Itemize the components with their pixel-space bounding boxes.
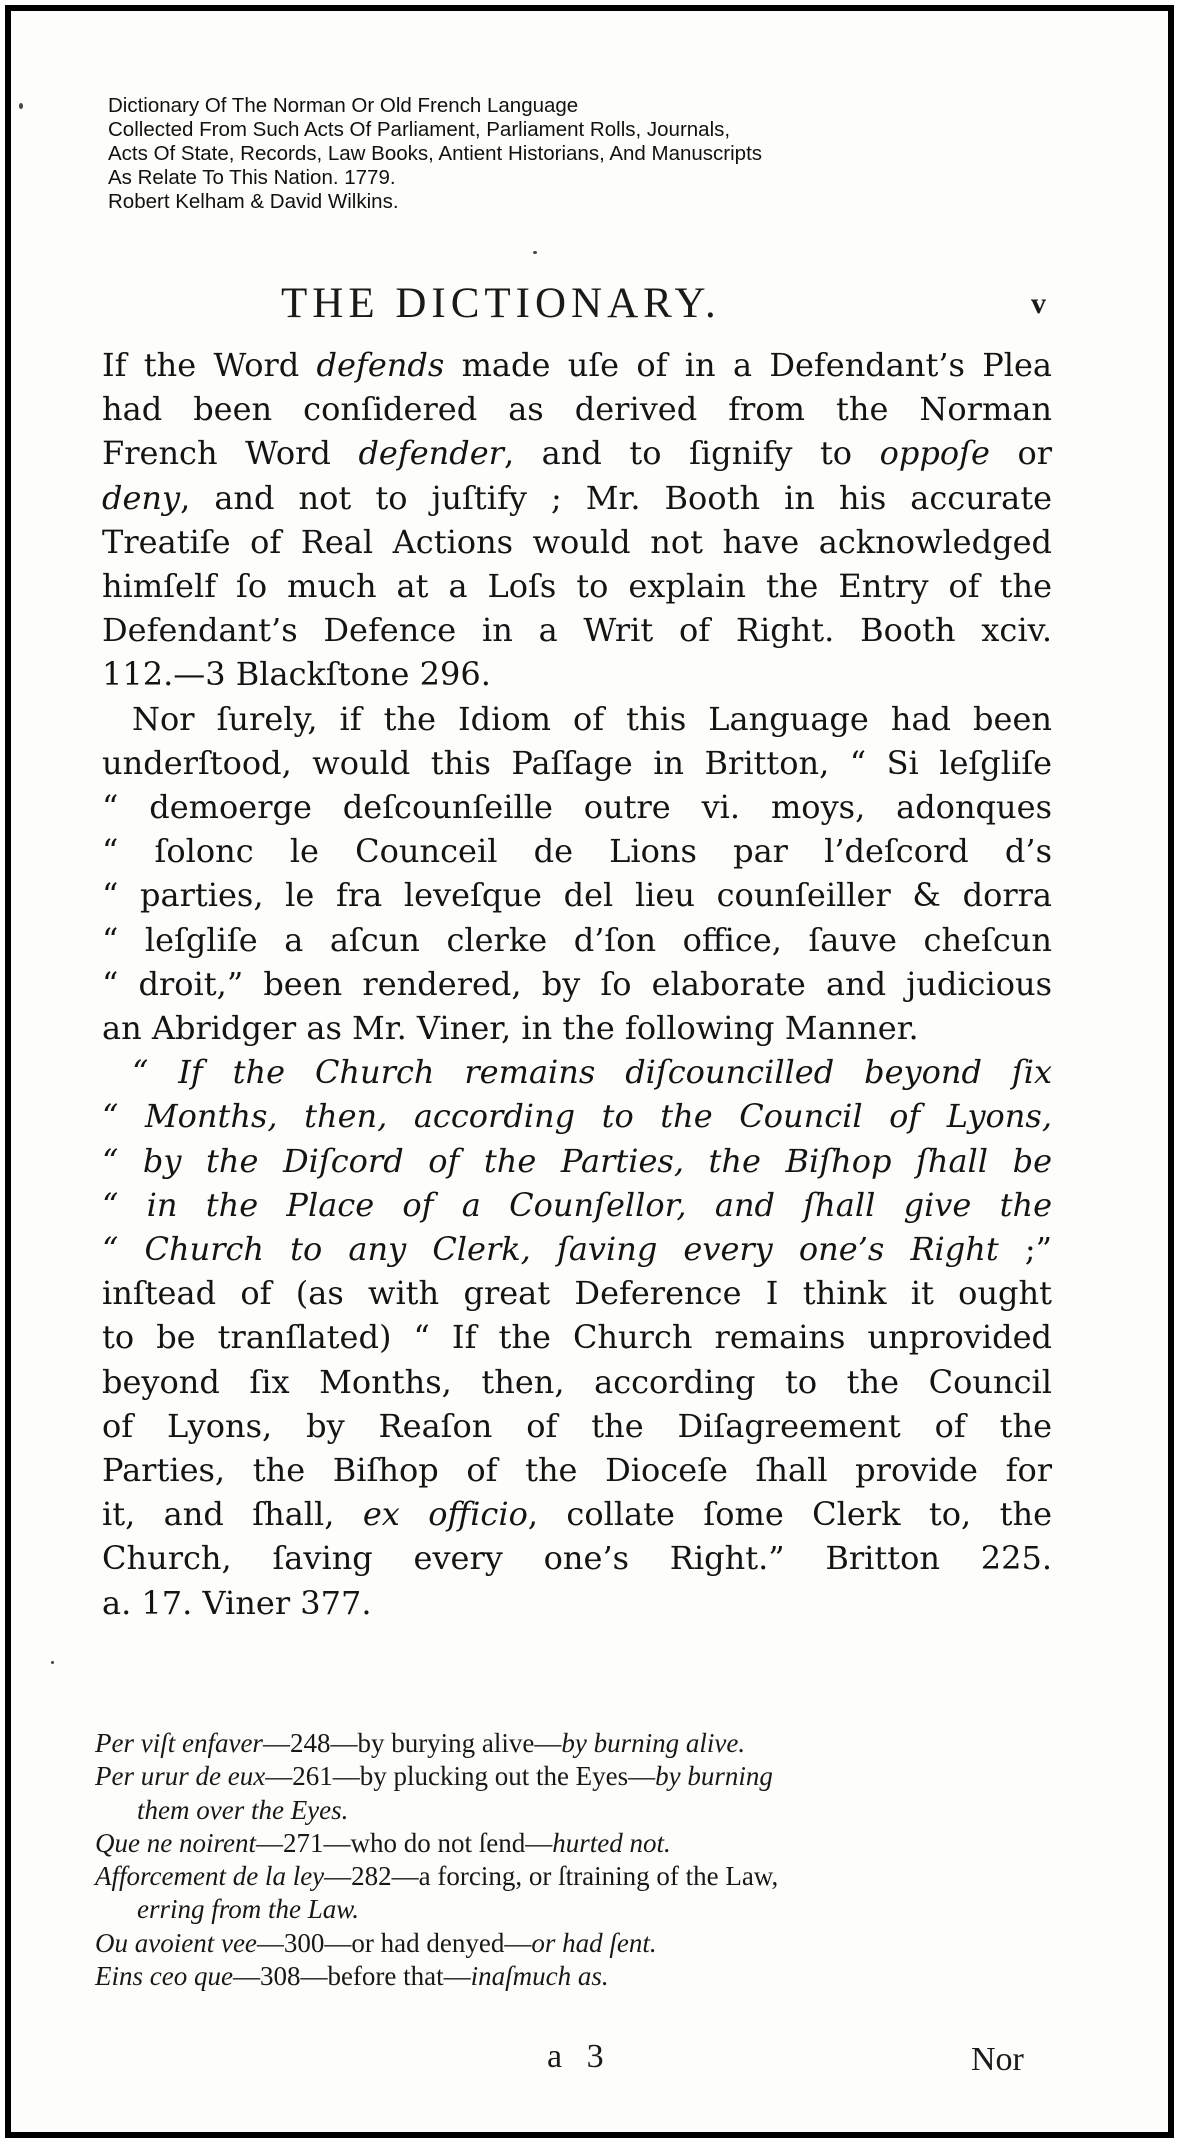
quote-line: “ Months, then, according to the Council of Lyons,	[102, 1097, 1052, 1136]
footnote-line: them over the Eyes.	[137, 1794, 349, 1825]
signature-mark: a 3	[547, 2038, 612, 2075]
caption-line: Dictionary Of The Norman Or Old French Language	[108, 94, 579, 117]
page-number: v	[1031, 287, 1046, 320]
text-line: inſtead of (as with great Deference I think it ought	[102, 1274, 1052, 1313]
footnote-line: Ou avoient vee—300—or had denyed—or had ſent.	[95, 1927, 657, 1958]
scan-speck	[533, 251, 537, 254]
text-line: Church, ſaving every one’s Right.” Britton 225.	[102, 1539, 1052, 1578]
text-line: “ demoerge deſcounſeille outre vi. moys, adonques	[102, 788, 1052, 827]
text-line: himſelf ſo much at a Loſs to explain the Entry of the	[102, 567, 1052, 606]
text-line: Parties, the Biſhop of the Dioceſe ſhall provide for	[102, 1451, 1052, 1490]
text-line: “ leſgliſe a aſcun clerke d’ſon office, ſauve cheſcun	[102, 920, 1052, 959]
text-line: to be tranſlated) “ If the Church remains unprovided	[102, 1318, 1052, 1357]
text-line: Treatiſe of Real Actions would not have acknowledged	[102, 522, 1052, 561]
quote-line: “ If the Church remains diſcouncilled beyond ſix	[132, 1053, 1052, 1092]
running-head	[11, 279, 1168, 329]
text-line: deny, and not to juſtify ; Mr. Booth in his accurate	[102, 478, 1052, 517]
footnote-line: Per viſt enfaver—248—by burying alive—by burning alive.	[95, 1728, 746, 1758]
text-line: “ ſolonc le Counceil de Lions par l’deſcord d’s	[102, 832, 1052, 871]
scanned-page	[5, 5, 1174, 2138]
text-line: had been conſidered as derived from the Norman	[102, 390, 1052, 429]
text-line: of Lyons, by Reaſon of the Diſagreement of the	[102, 1406, 1052, 1445]
text-line: a. 17. Viner 377.	[102, 1583, 372, 1622]
quote-line: “ Church to any Clerk, ſaving every one’s Right ;”	[102, 1230, 1053, 1269]
text-line: Nor ſurely, if the Idiom of this Language had been	[132, 699, 1052, 738]
text-line: beyond ſix Months, then, according to the Council	[102, 1362, 1052, 1401]
catchword: Nor	[971, 2041, 1024, 2078]
text-line: “ parties, le fra leveſque del lieu counſeiller & dorra	[102, 876, 1052, 915]
text-line: 112.—3 Blackſtone 296.	[102, 655, 491, 694]
text-line: it, and ſhall, ex officio, collate ſome Clerk to, the	[102, 1495, 1053, 1534]
footnotes	[95, 1727, 1050, 1993]
footnote-line: Eins ceo que—308—before that—inaſmuch as.	[95, 1961, 609, 1992]
scan-speck	[19, 103, 23, 109]
text-line: underſtood, would this Paſſage in Britton, “ Si leſgliſe	[102, 743, 1052, 782]
caption-line: As Relate To This Nation. 1779.	[108, 166, 396, 189]
text-line: an Abridger as Mr. Viner, in the following Manner.	[102, 1009, 919, 1048]
caption-line: Collected From Such Acts Of Parliament, Parliament Rolls, Journals,	[108, 118, 731, 141]
page-title: THE DICTIONARY.	[281, 280, 721, 327]
scan-speck	[51, 1661, 54, 1664]
text-line: Defendant’s Defence in a Writ of Right. Booth xciv.	[102, 611, 1052, 650]
caption-block	[108, 94, 762, 214]
quote-line: “ in the Place of a Counſellor, and ſhall give the	[102, 1185, 1052, 1224]
caption-line: Robert Kelham & David Wilkins.	[108, 190, 399, 213]
footnote-line: Per urur de eux—261—by plucking out the Eyes—by burning	[95, 1761, 773, 1792]
body-text	[102, 343, 1052, 1625]
footnote-line: Que ne noirent—271—who do not ſend—hurted not.	[95, 1827, 671, 1858]
text-line: “ droit,” been rendered, by ſo elaborate and judicious	[102, 964, 1052, 1003]
caption-line: Acts Of State, Records, Law Books, Antient Historians, And Manuscripts	[108, 142, 763, 165]
text-line: French Word defender, and to ſignify to oppoſe or	[102, 434, 1053, 473]
footnote-line: Afforcement de la ley—282—a forcing, or ſtraining of the Law,	[95, 1861, 779, 1892]
quote-line: “ by the Diſcord of the Parties, the Biſhop ſhall be	[102, 1141, 1052, 1180]
text-line: If the Word defends made uſe of in a Defendant’s Plea	[102, 346, 1052, 384]
footnote-line: erring from the Law.	[137, 1894, 360, 1925]
